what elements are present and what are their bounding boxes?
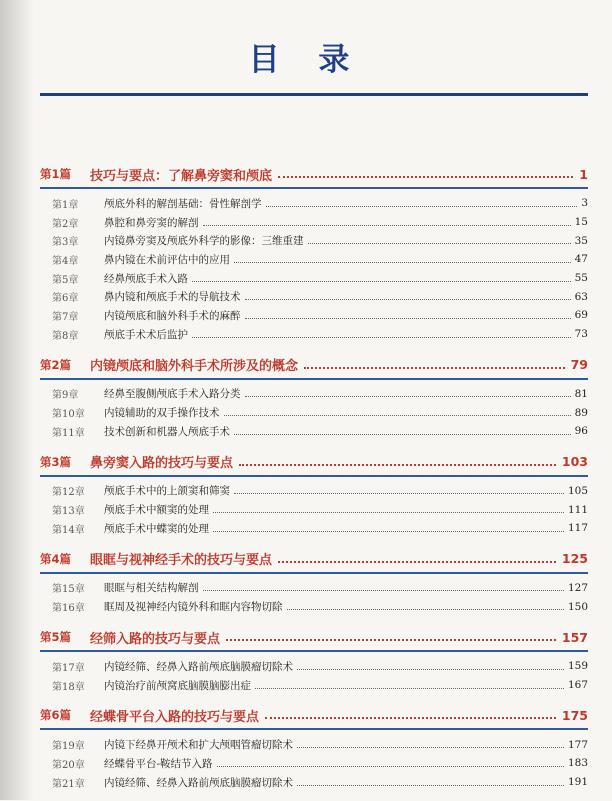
dot-leader [265,717,556,719]
chapter-title: 鼻内镜和颅底手术的导航技术 [104,291,241,304]
chapter-title: 技术创新和机器人颅底手术 [104,425,230,438]
dot-leader [304,367,565,369]
chapter-entry[interactable] [40,597,588,616]
dot-leader [192,281,571,282]
part-title: 经筛入路的技巧与要点 [90,631,221,647]
chapter-title: 鼻内镜在术前评估中的应用 [104,253,230,266]
dot-leader [192,337,571,338]
dot-leader [234,493,564,494]
dot-leader [278,176,573,178]
chapter-title: 眶周及视神经内镜外科和眶内容物切除 [104,601,283,614]
part-rule [40,728,588,730]
dot-leader [255,688,564,689]
chapter-label: 第20章 [52,759,85,771]
title-rule [40,93,588,96]
chapter-entry[interactable] [40,676,588,695]
part-title: 眼眶与视神经手术的技巧与要点 [90,553,273,569]
part-label: 第4篇 [40,551,72,566]
chapter-page-number: 167 [567,679,588,692]
part-label: 第3篇 [40,454,72,469]
part-title: 鼻旁窦入路的技巧与要点 [90,456,234,472]
dot-leader [213,531,564,532]
page-title: 目 录 [248,42,364,78]
chapter-page-number: 55 [574,272,588,285]
dot-leader [234,434,571,435]
dot-leader [203,590,564,591]
page-shadow [0,0,34,800]
chapter-title: 内镜颅底和脑外科手术的麻醉 [104,309,241,322]
part-rule [40,378,588,380]
chapter-label: 第18章 [52,681,85,693]
chapter-title: 内镜经筛、经鼻入路前颅底脑膜瘤切除术 [104,660,293,673]
chapter-list [40,657,588,694]
chapter-label: 第6章 [52,293,79,305]
chapter-label: 第4章 [52,255,79,267]
dot-leader [287,609,564,610]
chapter-title: 颅底手术中的上颌窦和筛窦 [104,485,230,498]
part-label: 第2篇 [40,357,72,372]
chapter-entry[interactable] [40,325,588,344]
part-page-number: 157 [561,629,588,645]
chapter-entry[interactable] [40,519,588,538]
part-page-number: 1 [579,166,588,182]
part-heading[interactable] [40,354,588,376]
chapter-entry[interactable] [40,250,588,269]
chapter-entry[interactable] [40,287,588,306]
chapter-page-number: 191 [567,776,588,789]
dot-leader [266,206,578,207]
chapter-entry[interactable] [40,269,588,288]
chapter-page-number: 111 [567,503,588,516]
part-rule [40,187,588,189]
dot-leader [297,669,564,670]
chapter-entry[interactable] [40,403,588,422]
part-page-number: 103 [561,454,588,470]
chapter-list [40,579,588,616]
chapter-entry[interactable] [40,422,588,441]
chapter-label: 第12章 [52,487,85,499]
chapter-label: 第8章 [52,330,79,342]
chapter-page-number: 105 [567,484,588,497]
dot-leader [245,396,571,397]
chapter-label: 第9章 [52,390,79,402]
chapter-title: 内镜下经鼻开颅术和扩大颅咽管瘤切除术 [104,739,293,752]
chapter-entry[interactable] [40,735,588,754]
chapter-entry[interactable] [40,500,588,519]
dot-leader [297,785,564,786]
part-heading[interactable] [40,163,588,185]
part-page-number: 79 [570,357,588,372]
chapter-page-number: 3 [581,197,588,210]
chapter-entry[interactable] [40,213,588,232]
table-of-contents [40,163,588,801]
part-heading[interactable] [40,548,588,570]
chapter-title: 眼眶与相关结构解剖 [104,582,199,595]
chapter-title: 颅底手术中额窦的处理 [104,504,209,517]
chapter-label: 第10章 [52,409,85,421]
chapter-label: 第13章 [52,506,85,518]
chapter-title: 内镜鼻旁窦及颅底外科学的影像：三维重建 [104,235,304,248]
chapter-entry[interactable] [40,579,588,598]
chapter-title: 颅底手术中蝶窦的处理 [104,522,209,535]
chapter-page-number: 117 [567,522,588,535]
chapter-page-number: 159 [567,660,588,673]
chapter-entry[interactable] [40,306,588,325]
dot-leader [245,318,571,319]
chapter-label: 第17章 [52,662,85,674]
chapter-title: 内镜辅助的双手操作技术 [104,407,220,420]
chapter-label: 第5章 [52,274,79,286]
chapter-label: 第14章 [52,524,85,536]
chapter-title: 经鼻至腹侧颅底手术入路分类 [104,388,241,401]
chapter-entry[interactable] [40,194,588,213]
chapter-list [40,385,588,441]
chapter-page-number: 183 [567,757,588,770]
chapter-entry[interactable] [40,773,588,792]
dot-leader [239,464,556,466]
chapter-list [40,735,588,791]
chapter-page-number: 127 [567,581,588,594]
part-page-number: 175 [561,707,588,723]
chapter-entry[interactable] [40,482,588,501]
chapter-page-number: 81 [574,387,588,400]
chapter-title: 内镜经筛、经鼻入路前颅底脑膜瘤切除术 [104,776,293,789]
dot-leader [297,747,564,748]
chapter-page-number: 35 [574,234,588,247]
part-label: 第5篇 [40,630,72,644]
chapter-entry[interactable] [40,385,588,404]
chapter-list [40,194,588,344]
part-rule [40,650,588,652]
chapter-page-number: 150 [567,600,588,613]
chapter-label: 第16章 [52,603,85,615]
chapter-title: 经鼻颅底手术入路 [104,272,188,285]
part-title: 内镜颅底和脑外科手术所涉及的概念 [90,359,299,374]
dot-leader [234,262,571,263]
dot-leader [224,415,571,416]
chapter-page-number: 69 [574,309,588,322]
dot-leader [226,639,556,641]
chapter-label: 第21章 [52,778,85,790]
chapter-label: 第3章 [52,237,79,249]
chapter-page-number: 177 [567,738,588,751]
part-page-number: 125 [561,551,588,567]
part-title: 经蝶骨平台入路的技巧与要点 [90,709,260,725]
chapter-page-number: 96 [574,425,588,438]
chapter-entry[interactable] [40,754,588,773]
chapter-title: 经蝶骨平台-鞍结节入路 [104,757,213,770]
part-title: 技巧与要点：了解鼻旁窦和颅底 [90,168,273,184]
part-heading[interactable] [40,451,588,473]
chapter-label: 第1章 [52,199,79,211]
chapter-label: 第19章 [52,741,85,753]
dot-leader [245,299,571,300]
dot-leader [308,243,571,244]
dot-leader [213,512,564,513]
chapter-page-number: 63 [574,290,588,303]
chapter-label: 第7章 [52,311,79,323]
chapter-title: 颅底外科的解剖基础：骨性解剖学 [104,197,262,210]
part-rule [40,475,588,477]
dot-leader [217,766,564,767]
chapter-title: 内镜治疗前颅窝底脑膜脑膨出症 [104,679,251,692]
chapter-title: 颅底手术术后监护 [104,328,188,341]
chapter-label: 第2章 [52,218,79,230]
part-heading[interactable] [40,626,588,648]
chapter-page-number: 47 [574,253,588,266]
dot-leader [278,561,556,563]
chapter-title: 鼻腔和鼻旁窦的解剖 [104,216,199,229]
chapter-label: 第11章 [52,427,85,439]
chapter-page-number: 15 [574,216,588,229]
chapter-list [40,482,588,538]
chapter-label: 第15章 [52,584,85,596]
chapter-page-number: 89 [574,406,588,419]
part-rule [40,572,588,574]
dot-leader [203,225,571,226]
part-heading[interactable] [40,704,588,726]
part-label: 第6篇 [40,708,72,723]
chapter-entry[interactable] [40,657,588,676]
chapter-page-number: 73 [574,328,588,341]
part-label: 第1篇 [40,167,72,181]
chapter-entry[interactable] [40,231,588,250]
